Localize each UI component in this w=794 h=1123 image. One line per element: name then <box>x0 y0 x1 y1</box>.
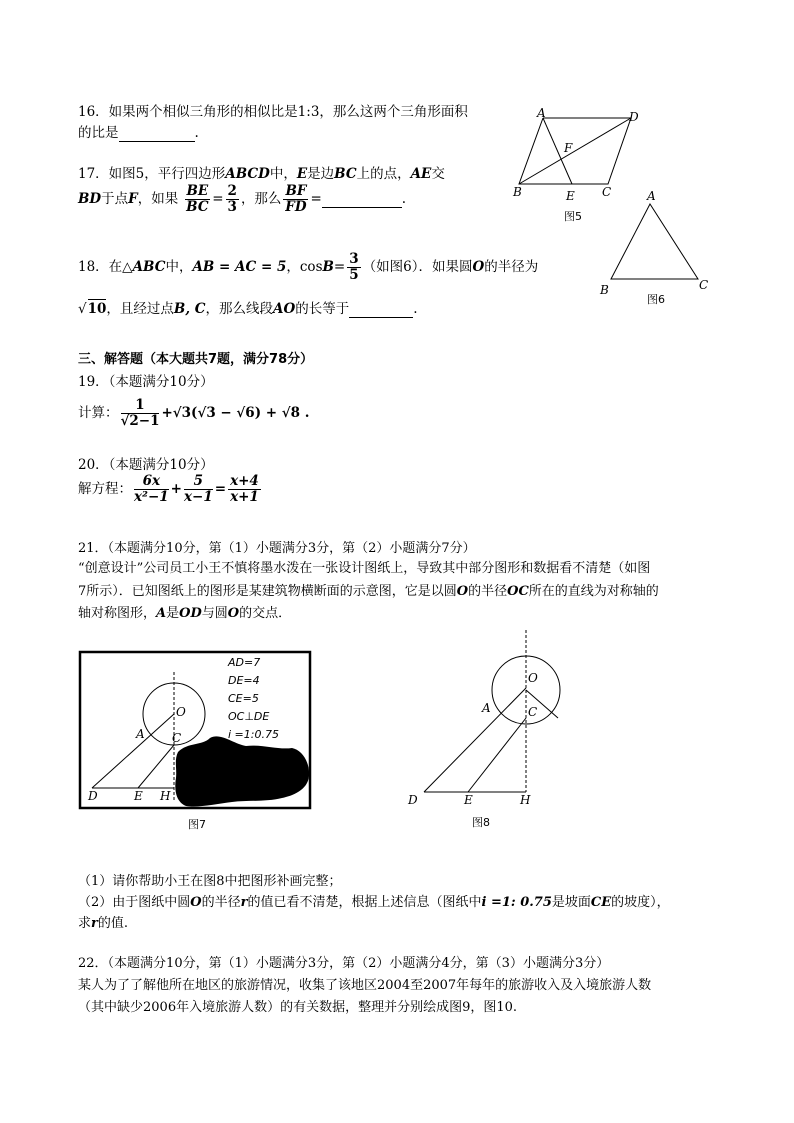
fig6-label-A: A <box>647 189 656 203</box>
fig6-label-C: C <box>699 278 709 292</box>
q16-end: . <box>194 125 199 141</box>
q17-F: F <box>128 191 138 207</box>
fig6-caption: 图6 <box>647 293 665 306</box>
q21-sub2-line1: （2）由于图纸中圆O的半径r的值已看不清楚，根据上述信息（图纸中i =1: 0.75是坡面CE的坡度）， <box>78 895 670 910</box>
q18-line1 <box>78 252 538 283</box>
q22-head: 22．（本题满分10分，第（1）小题满分3分，第（2）小题满分4分，第（3）小题满分3分） <box>78 956 610 971</box>
sqrt-sign-icon: √ <box>78 301 87 317</box>
q20-plus: + <box>170 481 182 497</box>
q17-answer-blank[interactable] <box>322 191 402 208</box>
q21-sub2-line2: 求r的值. <box>78 916 129 931</box>
q21-p3: 轴对称图形，A是OD与圆O的交点． <box>78 606 292 621</box>
q17-frac-2-3: $\frac{2}{3}$ <box>227 183 237 215</box>
q18-AO: AO <box>272 301 296 317</box>
fig8-label-O: O <box>528 671 538 685</box>
fig7-label-D: D <box>88 789 98 803</box>
q17-BD: BD <box>78 191 102 207</box>
q19-expr <box>78 398 309 429</box>
fig8-label-E: E <box>464 793 473 807</box>
q17-t: ，那么 <box>240 191 282 207</box>
fig8-label-A: A <box>482 701 491 715</box>
ink-splash <box>192 746 200 754</box>
q17-line2 <box>78 184 406 215</box>
q20-frac1: $\frac{6x}{\text{x²−1}}$ <box>134 473 169 505</box>
q17-t: ，如果 <box>137 191 179 207</box>
q20-eq: = <box>214 481 227 497</box>
q17-frac-BF-FD: $\frac{BF}{FD}$ <box>285 183 307 215</box>
q16-answer-blank[interactable] <box>119 125 195 142</box>
q17-t: 17．如图5，平行四边形 <box>78 166 226 182</box>
q21-p1: “创意设计”公司员工小王不慎将墨水泼在一张设计图纸上，导致其中部分图形和数据看不清楚（如图 <box>78 561 651 576</box>
q17-ABCD: ABCD <box>225 166 270 182</box>
q18-end: . <box>413 301 418 317</box>
q20-equation <box>78 474 263 505</box>
q21-sub1: （1）请你帮助小王在图8中把图形补画完整； <box>78 874 342 889</box>
q18-answer-blank[interactable] <box>349 301 413 318</box>
fig8-line-OD <box>424 688 526 792</box>
fig5-label-D: D <box>629 110 639 124</box>
q20-frac2: $\frac{5}{x-1}$ <box>183 473 213 505</box>
fig5-caption: 图5 <box>564 210 582 223</box>
fig7-caption: 图7 <box>188 818 206 831</box>
q17-t: 中， <box>269 166 297 182</box>
q18-t: ，且经过点 <box>106 301 174 317</box>
q21-p2: 7所示）．已知图纸上的图形是某建筑物横断面的示意图，它是以圆O的半径OC所在的直线为对称轴的 <box>78 584 659 599</box>
q19-label: 计算： <box>78 405 119 421</box>
fig7-data-DE: DE=4 <box>228 674 260 687</box>
figure-8-drawing <box>398 626 578 836</box>
q18-t: ，那么线段 <box>205 301 273 317</box>
q16-text: 的比是 <box>78 125 119 141</box>
q17-t: 于点 <box>101 191 129 207</box>
fig7-data-perpendicular: OC⊥DE <box>228 710 270 723</box>
q19-rest: +√3(√3 − √6) + √8 . <box>161 405 310 421</box>
figure-7-ink-stained-drawing <box>78 650 312 836</box>
q18-t: 的半径为 <box>484 259 539 275</box>
fig7-label-A: A <box>136 727 145 741</box>
q17-end: . <box>401 191 407 207</box>
q17-eq2: = <box>310 191 322 207</box>
q16-line1: 16．如果两个相似三角形的相似比是1:3，那么这两个三角形面积 <box>78 104 468 120</box>
fig6-triangle-ABC <box>611 204 698 279</box>
q18-line2 <box>78 297 418 318</box>
fig5-label-F: F <box>564 141 573 155</box>
q18-ABC: ABC <box>132 259 166 275</box>
q20-frac3: $\frac{x+4}{x+1}$ <box>230 473 259 505</box>
q18-B: B <box>322 259 334 275</box>
fig8-slope-CE <box>468 718 526 792</box>
q22-p2: （其中缺少2006年入境旅游人数）的有关数据，整理并分别绘成图9，图10. <box>78 1000 518 1015</box>
fig5-diagonal-BD <box>519 118 631 184</box>
q21-head: 21．（本题满分10分，第（1）小题满分3分，第（2）小题满分7分） <box>78 541 476 556</box>
fig5-label-C: C <box>602 185 612 199</box>
fig8-label-H: H <box>520 793 531 807</box>
q18-t: （如图6）．如果圆 <box>362 259 473 275</box>
q17-AE: AE <box>410 166 432 182</box>
q18-eq: = <box>333 259 346 275</box>
q17-t: 是边 <box>307 166 335 182</box>
q17-E: E <box>296 166 308 182</box>
fig5-label-B: B <box>513 185 522 199</box>
q18-O: O <box>472 259 485 275</box>
q18-BC: B, C <box>173 301 206 317</box>
fig7-label-O: O <box>176 705 186 719</box>
section-3-title: 三、解答题（本大题共7题，满分78分） <box>78 352 314 367</box>
q22-p1: 某人为了了解他所在地区的旅游情况，收集了该地区2004至2007年每年的旅游收入及入境旅游人数 <box>78 978 652 993</box>
fig5-label-A: A <box>537 108 546 120</box>
q17-frac-BE-BC: $\frac{BE}{BC}$ <box>186 183 209 215</box>
q18-cond: AB = AC = 5 <box>192 259 287 275</box>
q16-line2 <box>78 121 199 142</box>
fig5-label-E: E <box>566 189 575 203</box>
fig8-label-C: C <box>528 705 538 719</box>
fig8-label-D: D <box>408 793 418 807</box>
q17-t: 交 <box>431 166 445 182</box>
q18-t: 的长等于 <box>295 301 350 317</box>
fig7-label-E: E <box>134 789 143 803</box>
q18-t: ，cos <box>286 259 323 275</box>
q18-sqrt10: 10 <box>87 301 107 317</box>
q19-head: 19．（本题满分10分） <box>78 374 214 390</box>
q17-BC: BC <box>334 166 357 182</box>
fig7-data-radius: r = <box>228 746 246 759</box>
q17-eq: = <box>212 191 224 207</box>
fig7-data-slope: i =1:0.75 <box>228 728 279 741</box>
q20-label: 解方程： <box>78 481 132 497</box>
q18-t: 中， <box>165 259 193 275</box>
q17-t: 上的点， <box>356 166 411 182</box>
figure-6-triangle <box>595 186 715 306</box>
fig7-data-CE: CE=5 <box>228 692 259 705</box>
q17-line1 <box>78 162 445 182</box>
q20-head: 20．（本题满分10分） <box>78 457 214 473</box>
fig7-data-AD: AD=7 <box>228 656 261 669</box>
q19-frac: $\frac{1}{√2-1}$ <box>120 397 160 429</box>
fig7-label-C: C <box>172 731 182 745</box>
q18-frac-3-5: $\frac{3}{5}$ <box>349 251 359 283</box>
fig6-label-B: B <box>600 283 609 297</box>
fig7-label-H: H <box>160 789 171 803</box>
q18-t: 18．在△ <box>78 259 133 275</box>
fig8-caption: 图8 <box>472 816 490 829</box>
